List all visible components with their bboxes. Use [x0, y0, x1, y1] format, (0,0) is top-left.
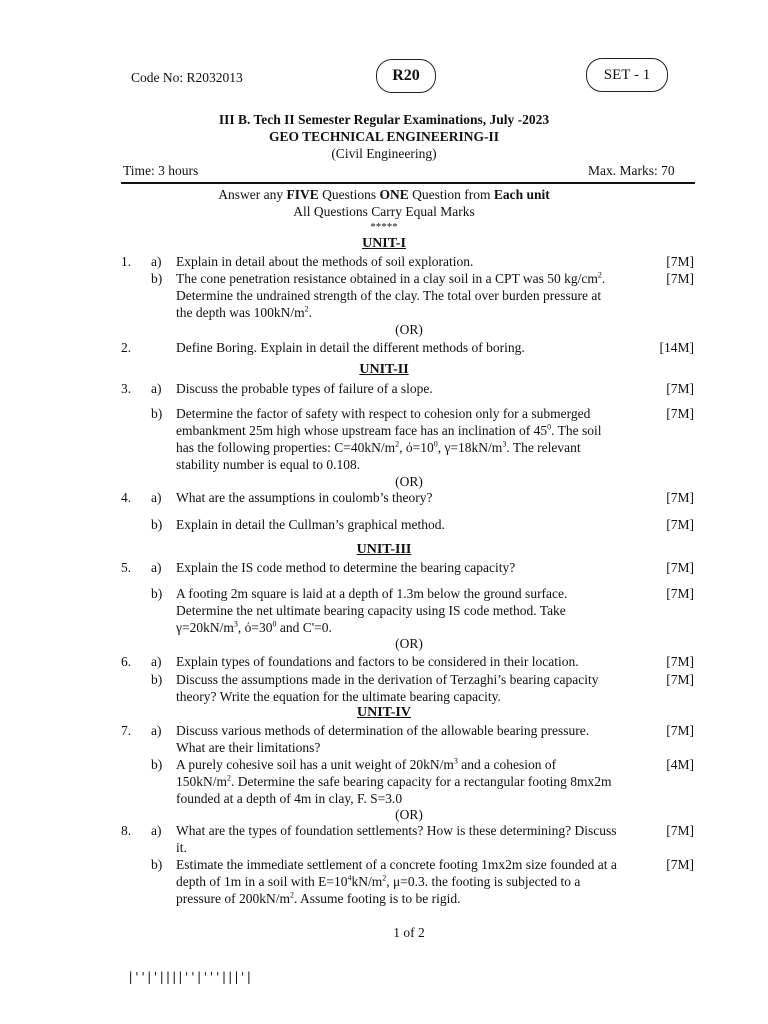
set-badge: SET - 1 — [586, 58, 668, 92]
stars-divider: ***** — [370, 221, 398, 233]
question-text: A footing 2m square is laid at a depth of 1.3m below the ground surface. Determine the net ultimate bearing capacity using IS code method. Take $\gamma=20kN/m^3$, $ό=30^0$ and C'=0. — [176, 586, 568, 635]
question-marks: [7M] — [666, 586, 694, 601]
unit-heading-1: UNIT-I — [362, 236, 406, 251]
question-marks: [7M] — [666, 823, 694, 838]
question-text: Explain in detail about the methods of soil exploration. — [176, 254, 474, 269]
question-text: What are the assumptions in coulomb’s theory? — [176, 490, 433, 505]
header-rule — [121, 182, 695, 184]
question-part-label: a) — [151, 490, 162, 505]
unit-heading-3: UNIT-III — [356, 542, 412, 557]
question-part-label: a) — [151, 254, 162, 269]
question-marks: [7M] — [666, 723, 694, 738]
question-part-label: a) — [151, 654, 162, 669]
question-marks: [7M] — [666, 406, 694, 421]
question-marks: [7M] — [666, 654, 694, 669]
question-marks: [7M] — [666, 381, 694, 396]
question-marks: [7M] — [666, 517, 694, 532]
question-part-label: a) — [151, 823, 162, 838]
exam-title: III B. Tech II Semester Regular Examinations, July -2023 — [218, 112, 550, 127]
max-marks-label: Max. Marks: 70 — [588, 163, 675, 178]
question-part-label: b) — [151, 757, 163, 772]
question-part-label: b) — [151, 406, 163, 421]
subject-title: GEO TECHNICAL ENGINEERING-II — [268, 129, 500, 144]
question-marks: [7M] — [666, 857, 694, 872]
question-text: Discuss the assumptions made in the derivation of Terzaghi’s bearing capacity theory? Write the equation for the ultimate bearing capacity. — [176, 672, 599, 704]
question-part-label: b) — [151, 271, 163, 286]
question-marks: [7M] — [666, 254, 694, 269]
page-number: 1 of 2 — [393, 925, 425, 940]
time-label: Time: 3 hours — [123, 163, 199, 178]
question-text: Explain the IS code method to determine the bearing capacity? — [176, 560, 516, 575]
question-number: 5. — [121, 560, 132, 575]
or-separator: (OR) — [395, 636, 423, 651]
question-part-label: b) — [151, 672, 163, 687]
question-marks: [7M] — [666, 560, 694, 575]
question-number: 1. — [121, 254, 132, 269]
question-text: Discuss the probable types of failure of a slope. — [176, 381, 433, 396]
instruction-line-2: All Questions Carry Equal Marks — [293, 204, 475, 219]
question-text: What are the types of foundation settlements? How is these determining? Discuss it. — [176, 823, 617, 855]
question-text: Estimate the immediate settlement of a concrete footing 1mx2m size founded at a depth of 1m in a soil with $E=10^4kN/m^2$, μ=0.3. the footing is subjected to a pressure of $200kN/m^2$. Assume footing is to be rigid. — [176, 857, 617, 906]
question-text: Determine the factor of safety with respect to cohesion only for a submerged embankment 25m high whose upstream face has an inclination of $45^0$. The soil has the following properties: $C=40kN/m^2$, $ό=10^0$, $\gamma=18kN/m^3$. The relevant stability number is equal to 0.108. — [176, 406, 602, 472]
question-text: Discuss various methods of determination of the allowable bearing pressure. What are their limitations? — [176, 723, 590, 755]
or-separator: (OR) — [395, 807, 423, 822]
question-part-label: b) — [151, 517, 163, 532]
question-marks: [7M] — [666, 271, 694, 286]
question-number: 6. — [121, 654, 132, 669]
question-text: Define Boring. Explain in detail the different methods of boring. — [176, 340, 525, 355]
barcode: |''|'||||''|'''|||'| — [127, 970, 252, 984]
question-text: A purely cohesive soil has a unit weight of $20kN/m^3$ and a cohesion of $150kN/m^2$. Determine the safe bearing capacity for a rectangular footing 8mx2m founded at a depth of 4m in clay, F. S=3.0 — [176, 756, 612, 806]
or-separator: (OR) — [395, 474, 423, 489]
regulation-badge: R20 — [376, 59, 436, 93]
question-text: The cone penetration resistance obtained in a clay soil in a CPT was 50 $kg/cm^2$. Determine the undrained strength of the clay. The total over burden pressure at the depth was $100kN/m^2$. — [176, 270, 606, 320]
question-text: Explain in detail the Cullman’s graphical method. — [176, 517, 445, 532]
question-number: 2. — [121, 340, 132, 355]
question-part-label: a) — [151, 723, 162, 738]
branch: (Civil Engineering) — [331, 146, 437, 161]
code-number: Code No: R2032013 — [131, 70, 243, 85]
question-marks: [7M] — [666, 490, 694, 505]
question-part-label: a) — [151, 381, 162, 396]
question-marks: [4M] — [666, 757, 694, 772]
instruction-line-1: Answer any FIVE Questions ONE Question from Each unit — [218, 187, 550, 202]
question-number: 8. — [121, 823, 132, 838]
question-number: 3. — [121, 381, 132, 396]
question-text: Explain types of foundations and factors to be considered in their location. — [176, 654, 579, 669]
unit-heading-4: UNIT-IV — [357, 705, 411, 720]
or-separator: (OR) — [395, 322, 423, 337]
question-marks: [14M] — [659, 340, 694, 355]
question-number: 4. — [121, 490, 132, 505]
question-number: 7. — [121, 723, 132, 738]
question-part-label: b) — [151, 857, 163, 872]
question-part-label: a) — [151, 560, 162, 575]
question-marks: [7M] — [666, 672, 694, 687]
unit-heading-2: UNIT-II — [359, 362, 409, 377]
question-part-label: b) — [151, 586, 163, 601]
